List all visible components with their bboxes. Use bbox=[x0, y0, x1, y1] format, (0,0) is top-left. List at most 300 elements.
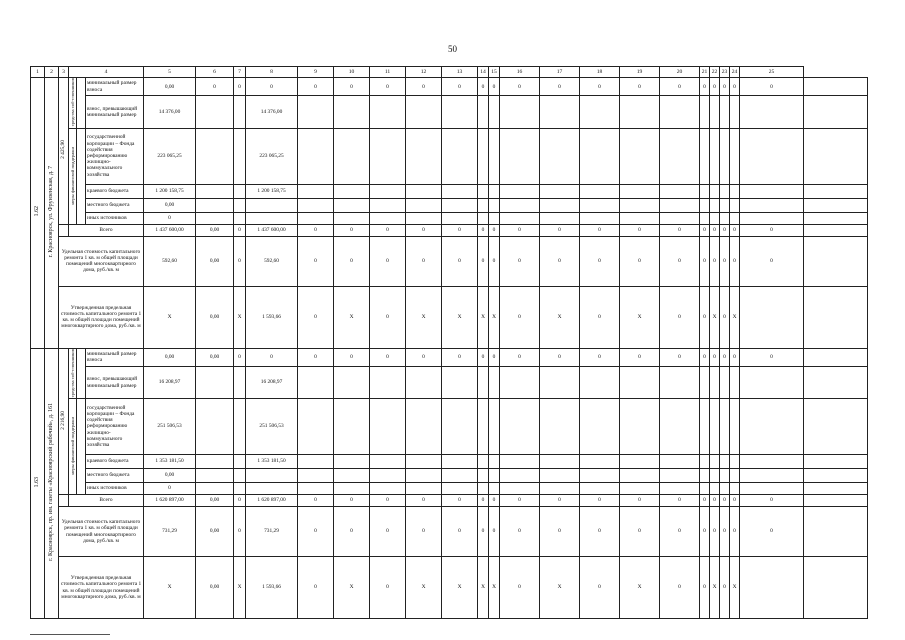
value-cell bbox=[740, 236, 804, 286]
value-cell bbox=[660, 557, 700, 619]
value-cell bbox=[298, 495, 334, 507]
source-label-text: местного бюджета bbox=[87, 472, 130, 479]
value-cell bbox=[500, 469, 540, 483]
value-cell bbox=[196, 78, 234, 96]
value-cell-text: 0,00 bbox=[209, 257, 220, 264]
value-cell-text: 0 bbox=[678, 354, 681, 361]
value-cell bbox=[298, 469, 334, 483]
value-cell bbox=[442, 184, 478, 198]
column-header-text: 9 bbox=[314, 68, 317, 75]
value-cell bbox=[730, 557, 740, 619]
value-cell-text: X bbox=[492, 584, 496, 591]
value-cell-text: 0 bbox=[314, 313, 317, 320]
value-cell-text: 0 bbox=[598, 354, 601, 361]
value-cell bbox=[710, 236, 720, 286]
total-label bbox=[69, 495, 144, 507]
value-cell bbox=[234, 469, 246, 483]
value-cell bbox=[804, 455, 868, 469]
value-cell-text: 0 bbox=[386, 584, 389, 591]
column-header bbox=[196, 67, 234, 78]
value-cell bbox=[478, 96, 489, 128]
value-cell bbox=[740, 455, 804, 469]
value-cell bbox=[370, 212, 406, 224]
value-cell bbox=[804, 198, 868, 212]
value-cell-text: 0 bbox=[703, 257, 706, 264]
value-cell bbox=[720, 198, 730, 212]
value-cell bbox=[700, 286, 710, 348]
unit-label bbox=[59, 236, 144, 286]
column-header-text: 5 bbox=[168, 68, 171, 75]
source-label-text: краевого бюджета bbox=[87, 187, 129, 194]
value-cell bbox=[196, 198, 234, 212]
value-cell bbox=[144, 483, 196, 495]
column-header-text: 15 bbox=[491, 68, 497, 75]
value-cell bbox=[442, 224, 478, 236]
value-cell bbox=[234, 198, 246, 212]
value-cell-text: 0 bbox=[770, 257, 773, 264]
value-cell-text: 0 bbox=[422, 497, 425, 504]
value-cell bbox=[246, 366, 298, 398]
value-cell bbox=[196, 184, 234, 198]
value-cell bbox=[334, 286, 370, 348]
value-cell bbox=[246, 455, 298, 469]
repair-cost-table bbox=[30, 66, 868, 619]
value-cell bbox=[334, 224, 370, 236]
value-cell bbox=[700, 224, 710, 236]
table-row bbox=[31, 399, 868, 455]
value-cell bbox=[442, 557, 478, 619]
value-cell-text: 0 bbox=[723, 257, 726, 264]
value-cell bbox=[298, 483, 334, 495]
value-cell bbox=[196, 455, 234, 469]
value-cell bbox=[540, 507, 580, 557]
value-cell bbox=[804, 495, 868, 507]
owners-funds-label bbox=[69, 348, 77, 399]
value-cell-text: X bbox=[457, 584, 462, 591]
value-cell-text: 0 bbox=[598, 313, 601, 320]
value-cell-text: 0 bbox=[713, 257, 716, 264]
value-cell bbox=[720, 399, 730, 455]
value-cell bbox=[660, 495, 700, 507]
row-number-text: 1.63 bbox=[34, 476, 41, 488]
value-cell-text: 0 bbox=[350, 257, 353, 264]
value-cell bbox=[144, 399, 196, 455]
value-cell bbox=[500, 483, 540, 495]
column-header bbox=[500, 67, 540, 78]
value-cell bbox=[144, 184, 196, 198]
table-row bbox=[31, 469, 868, 483]
value-cell bbox=[478, 455, 489, 469]
table-row bbox=[31, 236, 868, 286]
value-cell-text: 0 bbox=[733, 497, 736, 504]
value-cell bbox=[234, 399, 246, 455]
value-cell bbox=[144, 348, 196, 366]
value-cell bbox=[804, 224, 868, 236]
value-cell bbox=[500, 557, 540, 619]
value-cell bbox=[720, 483, 730, 495]
value-cell bbox=[730, 469, 740, 483]
value-cell bbox=[144, 78, 196, 96]
value-cell bbox=[196, 348, 234, 366]
value-cell bbox=[804, 286, 868, 348]
column-header bbox=[620, 67, 660, 78]
column-header-text: 22 bbox=[711, 68, 718, 75]
value-cell-text: 0 bbox=[386, 313, 389, 320]
value-cell bbox=[489, 348, 500, 366]
value-cell bbox=[540, 96, 580, 128]
value-cell bbox=[370, 224, 406, 236]
value-cell-text: 0,00 bbox=[164, 354, 175, 361]
value-cell bbox=[334, 507, 370, 557]
value-cell-text: 0 bbox=[386, 497, 389, 504]
value-cell bbox=[489, 286, 500, 348]
value-cell bbox=[580, 128, 620, 184]
table-row bbox=[31, 78, 868, 96]
value-cell bbox=[720, 212, 730, 224]
value-cell bbox=[246, 212, 298, 224]
value-cell bbox=[740, 557, 804, 619]
value-cell bbox=[406, 557, 442, 619]
column-header-text: 2 bbox=[50, 68, 53, 75]
value-cell bbox=[804, 212, 868, 224]
value-cell bbox=[500, 96, 540, 128]
value-cell bbox=[700, 366, 710, 398]
value-cell bbox=[740, 198, 804, 212]
value-cell-text: 0 bbox=[598, 528, 601, 535]
value-cell bbox=[196, 507, 234, 557]
table-row bbox=[31, 184, 868, 198]
value-cell-text: 1 353 181,50 bbox=[257, 458, 286, 465]
value-cell bbox=[334, 198, 370, 212]
value-cell bbox=[700, 348, 710, 366]
value-cell bbox=[580, 469, 620, 483]
value-cell bbox=[246, 469, 298, 483]
column-header bbox=[700, 67, 710, 78]
value-cell bbox=[540, 198, 580, 212]
value-cell bbox=[710, 96, 720, 128]
address bbox=[45, 348, 59, 619]
value-cell bbox=[660, 184, 700, 198]
value-cell bbox=[370, 399, 406, 455]
value-cell-text: 0 bbox=[458, 497, 461, 504]
column-number-row bbox=[31, 67, 868, 78]
value-cell-text: X bbox=[492, 313, 496, 320]
value-cell bbox=[144, 455, 196, 469]
value-cell bbox=[196, 236, 234, 286]
value-cell bbox=[298, 96, 334, 128]
value-cell bbox=[370, 236, 406, 286]
value-cell bbox=[442, 78, 478, 96]
value-cell-text: 0 bbox=[678, 257, 681, 264]
value-cell bbox=[660, 212, 700, 224]
value-cell bbox=[144, 286, 196, 348]
total-label bbox=[69, 224, 144, 236]
value-cell bbox=[710, 128, 720, 184]
value-cell-text: 0 bbox=[518, 528, 521, 535]
value-cell bbox=[370, 483, 406, 495]
value-cell-text: 1 437 600,00 bbox=[257, 226, 286, 233]
value-cell-text: 0 bbox=[492, 257, 496, 264]
value-cell bbox=[406, 455, 442, 469]
column-header-text: 7 bbox=[238, 68, 241, 75]
value-cell bbox=[234, 366, 246, 398]
value-cell-text: 0 bbox=[518, 584, 521, 591]
value-cell bbox=[660, 399, 700, 455]
column-header-text: 8 bbox=[270, 68, 273, 75]
value-cell-text: 0 bbox=[638, 226, 641, 233]
value-cell-text: X bbox=[421, 313, 426, 320]
value-cell-text: 251 506,53 bbox=[157, 423, 182, 430]
value-cell-text: 0 bbox=[386, 83, 389, 90]
value-cell bbox=[442, 96, 478, 128]
value-cell bbox=[334, 348, 370, 366]
value-cell-text: 0 bbox=[723, 226, 726, 233]
value-cell bbox=[478, 557, 489, 619]
value-cell bbox=[246, 495, 298, 507]
value-cell bbox=[804, 507, 868, 557]
source-label bbox=[86, 483, 144, 495]
value-cell bbox=[740, 348, 804, 366]
value-cell bbox=[620, 399, 660, 455]
value-cell-text: 0 bbox=[422, 354, 425, 361]
value-cell-text: 0 bbox=[723, 497, 726, 504]
value-cell bbox=[489, 399, 500, 455]
value-cell-text: 0 bbox=[703, 497, 706, 504]
value-cell-text: 0 bbox=[314, 257, 317, 264]
value-cell-text: 0 bbox=[703, 584, 706, 591]
unit-label-text: Удельная стоимость капитального ремонта 1 кв. м общей площади помещений многоквартирного дома, руб./кв. м bbox=[61, 248, 141, 274]
table-row bbox=[31, 483, 868, 495]
value-cell bbox=[489, 455, 500, 469]
value-cell bbox=[246, 96, 298, 128]
value-cell bbox=[234, 495, 246, 507]
value-cell bbox=[234, 128, 246, 184]
value-cell bbox=[660, 236, 700, 286]
value-cell bbox=[720, 495, 730, 507]
value-cell-text: 592,60 bbox=[264, 257, 279, 264]
source-label-text: краевого бюджета bbox=[87, 458, 129, 465]
value-cell-text: 0 bbox=[350, 226, 353, 233]
value-cell-text: 0 bbox=[238, 83, 241, 90]
value-cell bbox=[478, 483, 489, 495]
owners-funds-label bbox=[69, 78, 77, 129]
value-cell-text: X bbox=[732, 584, 737, 591]
value-cell bbox=[700, 212, 710, 224]
value-cell bbox=[144, 212, 196, 224]
value-cell bbox=[720, 96, 730, 128]
value-cell bbox=[442, 399, 478, 455]
value-cell bbox=[730, 236, 740, 286]
value-cell-text: X bbox=[237, 584, 242, 591]
value-cell bbox=[540, 399, 580, 455]
value-cell-text: 0 bbox=[238, 528, 241, 535]
value-cell bbox=[660, 469, 700, 483]
column-header bbox=[660, 67, 700, 78]
value-cell-text: 0 bbox=[558, 257, 561, 264]
value-cell-text: 0 bbox=[481, 83, 485, 90]
value-cell-text: X bbox=[557, 313, 562, 320]
value-cell-text: X bbox=[421, 584, 426, 591]
value-cell-text: 0 bbox=[638, 497, 641, 504]
value-cell bbox=[730, 286, 740, 348]
value-cell bbox=[489, 236, 500, 286]
value-cell bbox=[720, 128, 730, 184]
address-text: г. Красноярск, пр. им. газеты «Красноярский рабочий», д. 161 bbox=[48, 402, 55, 561]
value-cell bbox=[489, 557, 500, 619]
source-label bbox=[86, 399, 144, 455]
value-cell-text: 0 bbox=[638, 354, 641, 361]
value-cell bbox=[196, 366, 234, 398]
value-cell bbox=[370, 128, 406, 184]
value-cell bbox=[298, 212, 334, 224]
value-cell bbox=[620, 198, 660, 212]
value-cell-text: 0 bbox=[703, 313, 706, 320]
value-cell-text: 0,00 bbox=[209, 497, 220, 504]
value-cell bbox=[804, 469, 868, 483]
limit-label-text: Утвержденная предельная стоимость капитального ремонта 1 кв. м общей площади помещений многоквартирного дома, руб./кв. м bbox=[60, 304, 142, 330]
value-cell bbox=[144, 557, 196, 619]
value-cell-text: 0 bbox=[350, 83, 353, 90]
value-cell bbox=[700, 198, 710, 212]
value-cell bbox=[500, 455, 540, 469]
value-cell bbox=[540, 286, 580, 348]
value-cell bbox=[500, 198, 540, 212]
value-cell bbox=[144, 224, 196, 236]
value-cell-text: 0 bbox=[422, 528, 425, 535]
value-cell bbox=[540, 184, 580, 198]
value-cell bbox=[580, 224, 620, 236]
value-cell bbox=[580, 557, 620, 619]
value-cell bbox=[580, 366, 620, 398]
value-cell-text: 0 bbox=[518, 83, 521, 90]
value-cell bbox=[246, 236, 298, 286]
value-cell bbox=[720, 236, 730, 286]
value-cell bbox=[298, 128, 334, 184]
value-cell-text: 0 bbox=[350, 354, 353, 361]
value-cell-text: 1 353 181,50 bbox=[155, 458, 184, 465]
value-cell-text: 0 bbox=[238, 497, 241, 504]
source-label bbox=[86, 184, 144, 198]
value-cell bbox=[710, 507, 720, 557]
table-row bbox=[31, 455, 868, 469]
value-cell bbox=[804, 184, 868, 198]
value-cell-text: 0 bbox=[492, 226, 496, 233]
value-cell bbox=[489, 495, 500, 507]
source-label bbox=[86, 455, 144, 469]
value-cell-text: 0 bbox=[481, 497, 485, 504]
value-cell bbox=[478, 198, 489, 212]
value-cell bbox=[442, 507, 478, 557]
value-cell bbox=[720, 78, 730, 96]
value-cell bbox=[710, 495, 720, 507]
value-cell-text: 0 bbox=[314, 83, 317, 90]
value-cell-text: 1 620 897,00 bbox=[155, 497, 184, 504]
value-cell bbox=[406, 198, 442, 212]
value-cell-text: 0 bbox=[723, 584, 726, 591]
table-row bbox=[31, 212, 868, 224]
value-cell bbox=[620, 557, 660, 619]
value-cell bbox=[489, 96, 500, 128]
value-cell bbox=[804, 399, 868, 455]
source-label-text: иных источников bbox=[87, 485, 127, 492]
footer-rule bbox=[30, 634, 110, 635]
value-cell-text: 0 bbox=[481, 354, 485, 361]
value-cell bbox=[246, 507, 298, 557]
value-cell-text: 0,00 bbox=[209, 313, 220, 320]
value-cell bbox=[246, 557, 298, 619]
value-cell bbox=[246, 483, 298, 495]
value-cell-text: 0 bbox=[458, 226, 461, 233]
value-cell bbox=[442, 286, 478, 348]
value-cell-text: X bbox=[712, 584, 717, 591]
value-cell bbox=[370, 96, 406, 128]
value-cell-text: 0,00 bbox=[209, 354, 220, 361]
value-cell bbox=[442, 236, 478, 286]
source-label bbox=[86, 198, 144, 212]
value-cell bbox=[740, 366, 804, 398]
column-header-text: 1 bbox=[36, 68, 39, 75]
value-cell bbox=[406, 469, 442, 483]
value-cell bbox=[478, 348, 489, 366]
source-label-text: взнос, превышающий минимальный размер bbox=[87, 105, 138, 118]
value-cell bbox=[620, 483, 660, 495]
value-cell bbox=[730, 495, 740, 507]
value-cell-text: X bbox=[712, 313, 717, 320]
value-cell bbox=[334, 212, 370, 224]
value-cell bbox=[478, 399, 489, 455]
column-header bbox=[580, 67, 620, 78]
value-cell bbox=[196, 495, 234, 507]
value-cell-text: 0 bbox=[314, 497, 317, 504]
column-header-text: 16 bbox=[516, 68, 523, 75]
value-cell bbox=[234, 455, 246, 469]
value-cell bbox=[540, 455, 580, 469]
value-cell-text: 0 bbox=[678, 497, 681, 504]
value-cell-text: 0 bbox=[492, 528, 496, 535]
value-cell-text: 0 bbox=[703, 528, 706, 535]
table-row bbox=[31, 286, 868, 348]
value-cell-text: X bbox=[481, 584, 485, 591]
value-cell bbox=[334, 399, 370, 455]
value-cell-text: 1 593,66 bbox=[262, 584, 281, 591]
value-cell bbox=[478, 78, 489, 96]
value-cell-text: 0 bbox=[518, 226, 521, 233]
value-cell bbox=[730, 348, 740, 366]
value-cell-text: 0 bbox=[238, 354, 241, 361]
value-cell bbox=[710, 286, 720, 348]
value-cell bbox=[489, 483, 500, 495]
value-cell bbox=[489, 469, 500, 483]
value-cell-text: 0 bbox=[492, 354, 496, 361]
value-cell bbox=[298, 78, 334, 96]
value-cell bbox=[710, 366, 720, 398]
value-cell-text: 0 bbox=[558, 83, 561, 90]
value-cell-text: 1 620 897,00 bbox=[257, 497, 286, 504]
value-cell-text: 0 bbox=[723, 354, 726, 361]
value-cell bbox=[406, 236, 442, 286]
value-cell bbox=[334, 469, 370, 483]
value-cell bbox=[196, 224, 234, 236]
value-cell bbox=[710, 348, 720, 366]
value-cell bbox=[246, 198, 298, 212]
value-cell-text: 0 bbox=[386, 257, 389, 264]
value-cell-text: 0 bbox=[770, 354, 773, 361]
table-row bbox=[31, 128, 868, 184]
value-cell-text: 0 bbox=[678, 313, 681, 320]
column-header-text: 21 bbox=[701, 68, 708, 75]
value-cell bbox=[710, 78, 720, 96]
value-cell bbox=[540, 557, 580, 619]
